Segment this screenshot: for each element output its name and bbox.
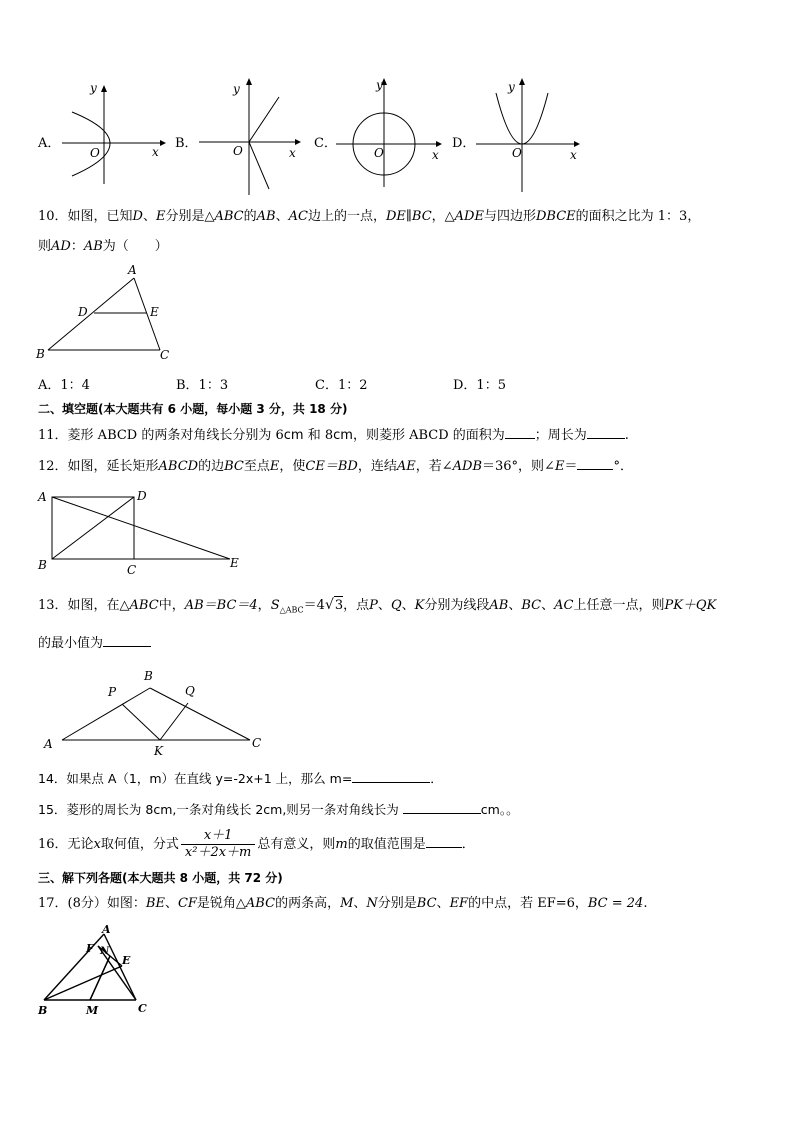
q11-blank-area: [505, 426, 535, 439]
q9-graph-a: [58, 80, 168, 190]
q14-blank: [352, 770, 430, 783]
q9-option-a-label: A．: [38, 136, 61, 151]
origin-label: O: [512, 146, 522, 160]
vertex-b-label: B: [38, 1004, 48, 1017]
vertex-c-label: C: [252, 736, 262, 750]
origin-label: O: [374, 146, 384, 160]
q16-text: 16．无论x取何值，分式 $\frac{x+1}{\text{x²＋2x＋m}}$ 总有意义，则m的取值范围是 ．: [38, 828, 475, 860]
axis-y-label: y: [90, 81, 97, 95]
axis-x-label: x: [570, 148, 577, 162]
q13-blank: [103, 634, 151, 647]
vertex-c-label: C: [127, 563, 137, 577]
vertex-b-label: B: [144, 669, 153, 683]
q13-line2: 的最小值为: [38, 634, 151, 653]
vertex-c-label: C: [160, 348, 170, 362]
point-f-label: F: [86, 942, 94, 955]
q17-text: 17．(8分）如图：BE、CF是锐角△ABC的两条高，M、N分别是BC、EF的中点，若 EF=6，BC = 24.: [38, 896, 648, 911]
q9-graph-b: [195, 75, 305, 200]
point-n-label: N: [100, 946, 110, 957]
q9-graph-d: [474, 75, 589, 195]
point-d-label: D: [78, 305, 88, 319]
vertex-a-label: A: [38, 490, 47, 504]
vertex-b-label: B: [38, 558, 47, 572]
q10-triangle-figure: [34, 262, 184, 362]
vertex-b-label: B: [36, 347, 45, 361]
vertex-d-label: D: [137, 489, 147, 503]
axis-y-label: y: [233, 82, 240, 96]
point-p-label: P: [108, 685, 117, 699]
origin-label: O: [90, 146, 100, 160]
q15-blank: [403, 801, 481, 814]
q10-option-c: C．1：2: [315, 378, 368, 393]
origin-label: O: [233, 144, 243, 158]
q11-text: 11．菱形 ABCD 的两条对角线长分别为 6cm 和 8cm，则菱形 ABCD 的面积为 ；周长为 .: [38, 428, 629, 443]
section-3-heading: 三、解下列各题(本大题共 8 小题，共 72 分): [38, 871, 283, 885]
axis-y-label: y: [376, 78, 383, 92]
axis-x-label: x: [152, 145, 159, 159]
q10-option-b: B．1：3: [176, 378, 229, 393]
axis-x-label: x: [289, 146, 296, 160]
point-k-label: K: [154, 744, 163, 758]
q14-text: 14．如果点 A（1，m）在直线 y=-2x+1 上，那么 m= ．: [38, 771, 443, 786]
q15-text: 15．菱形的周长为 8cm,一条对角线长 2cm,则另一条对角线长为 cm。。: [38, 802, 519, 817]
q10-option-a: A．1：4: [38, 378, 90, 393]
vertex-a-label: A: [128, 263, 137, 277]
vertex-a-label: A: [102, 923, 111, 936]
q10-line1: 10．如图，已知D、E分别是△ABC的AB、AC边上的一点，DE∥BC，△ADE与四边形DBCE的面积之比为 1：3，: [38, 209, 701, 224]
q12-text: 12．如图，延长矩形ABCD的边BC至点E，使CE＝BD，连结AE，若∠ADB＝36°，则∠E＝ °．: [38, 459, 633, 474]
vertex-a-label: A: [44, 737, 53, 751]
axis-y-label: y: [508, 80, 515, 94]
point-e-label: E: [230, 556, 239, 570]
axis-x-label: x: [432, 148, 439, 162]
point-e-label: E: [122, 954, 131, 967]
q10-option-d: D．1：5: [453, 378, 506, 393]
q12-rectangle-figure: [34, 485, 249, 580]
q16-fraction: $\frac{x+1}{\text{x²＋2x＋m}}$: [181, 828, 255, 861]
q9-option-d-label: D．: [452, 136, 476, 151]
q13-line1: 13．如图，在△ABC中，AB＝BC＝4，$S_{\triangle ABC}=4√3$，点P、Q、K分别为线段AB、BC、AC上任意一点，则PK＋QK: [38, 597, 717, 615]
q12-blank: [577, 457, 613, 470]
q13-triangle-figure: [38, 664, 273, 759]
point-q-label: Q: [185, 684, 195, 698]
q16-blank: [426, 835, 462, 848]
q11-blank-perimeter: [587, 426, 625, 439]
q10-line2: 则AD：AB为（ ）: [38, 239, 168, 254]
vertex-c-label: C: [138, 1002, 147, 1015]
q9-option-b-label: B．: [175, 136, 198, 151]
point-m-label: M: [86, 1004, 99, 1017]
section-2-heading: 二、填空题(本大题共有 6 小题，每小题 3 分，共 18 分): [38, 402, 348, 416]
q9-graph-c: [334, 75, 449, 190]
point-e-label: E: [150, 305, 159, 319]
q9-option-c-label: C．: [314, 136, 337, 151]
q17-triangle-figure: [34, 920, 159, 1020]
